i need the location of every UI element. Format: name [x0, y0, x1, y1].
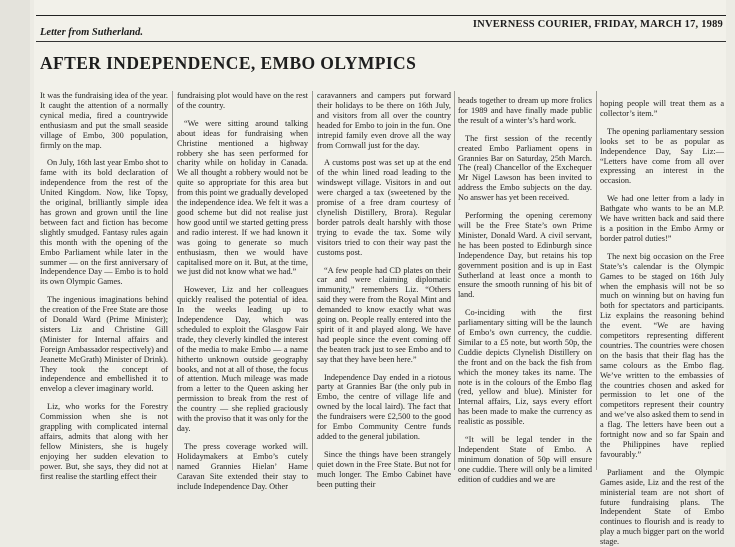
- article-column-4: [458, 96, 592, 484]
- paragraph: The next big occasion on the Free State’s’s calendar is the Olympic Games to be staged on 16th July when the emphasis will not be so much on winning but on having fun both for spectators and participants. Liz explains the reasoning behind the event. “We are having competitors representing different countries. The countries were chosen on the basis that their flag has the same colours as the Embo flag. We’ve written to the embassies of the countries chosen and asked for permission to let one of the competitors represent their country and we’ve also asked them to send in a flag. The letters have been out a fortnight now and so far Spain and the Philippines have replied favourably.”: [600, 251, 724, 459]
- paragraph: The opening parliamentary session looks set to be as popular as Independence Day, Say Liz:— “Letters have come from all over expressing an interest in the occasion.: [600, 126, 724, 186]
- paragraph: Independence Day ended in a riotous party at Grannies Bar (the only pub in Embo, the centre of village life and owned by the local laird). The fact that the fundraisers were £2,500 to the good for Embo Community Centre funds added to the general jubilation.: [317, 372, 451, 441]
- paragraph: fundraising plot would have on the rest of the country.: [177, 91, 308, 110]
- paragraph: However, Liz and her colleagues quickly realised the potential of idea. In the weeks leading up to Independence Day, which was scheduled to exploit the Glasgow Fair trade, they cleverly kindled the interest of the media to make Embo — a name hitherto unknown outside geography books, and not at all of those, the focus of attention. Much mileage was made from a letter to the Queen asking her permission to break from the rest of the country — she replied graciously with the proviso that it was only for the day.: [177, 285, 308, 433]
- page-binding-shadow: [0, 0, 30, 470]
- paragraph: A customs post was set up at the end of the whin lined road leading to the windswept village. Visitors in and out were charged a tax (sweetened by the promise of a free dram courtesy of clynelish Distillery, Brora). Regular border patrols dealt harshly with those trying to evade the tax. Some wily visitors tried to con their way past the customs post.: [317, 158, 451, 257]
- paragraph: “A few people had CD plates on their car and were claiming diplomatic immunity,” remembers Liz. “Others said they were from the Royal Mint and demanded to know exactly what was going on. People really entered into the spirit of it and played along. We have had people since the event coming off the beaten track just to see Embo and to say that they have been here.”: [317, 265, 451, 364]
- article-column-3: [317, 91, 451, 489]
- paragraph: caravanners and campers put forward their holidays to be there on 16th July, and visitors from all over the country headed for Embo to join in the fun. One intrepid family even drove all the way from Cornwall just for the day.: [317, 91, 451, 150]
- column-divider: [172, 91, 173, 470]
- article-column-5: [600, 99, 724, 547]
- paragraph: Parliament and the Olympic Games aside, Liz and the rest of the ministerial team are not short of future fundraising plans. The Independent State of Embo continues to flourish and is ready to play a much bigger part on the world stage.: [600, 467, 724, 547]
- section-label: Letter from Sutherland.: [40, 27, 143, 38]
- paragraph: Since the things have been strangely quiet down in the Free State. But not for much longer. The Embo Cabinet have been putting their: [317, 449, 451, 489]
- column-divider: [312, 91, 313, 470]
- masthead: INVERNESS COURIER, FRIDAY, MARCH 17, 1989: [472, 19, 723, 30]
- paragraph: The ingenious imaginations behind the creation of the Free State are those of Donald Ward (Prime Minister); sisters Liz and Christine Gill (Minister for Internal affairs and Foreign Ambassador respectively) and Jeanette McGrath) Minister of Drink). They took the concept of independence and embellished it to envelop a clever imaginary world.: [40, 295, 168, 394]
- paragraph: Co-inciding with the first parliamentary sitting will be the launch of Embo’s own currency, the cuddie. Similar to a £5 note, but worth 50p, the Cuddie depicts Clynelish Distillery on the front and on the back the fish from which the money takes its name. The note is in the colours of the Embo flag (red, yellow and blue). Minister for Internal affairs, Liz, says every effort has been made to make the currency as realistic as possible.: [458, 308, 592, 427]
- article-headline: AFTER INDEPENDENCE, EMBO OLYMPICS: [40, 53, 417, 73]
- masthead-rule: [36, 15, 726, 16]
- paragraph: Performing the opening ceremony will be the Free State’s own Prime Minister, Donald Ward. A civil servant, he has been posted to Edinburgh since Independence Day, but retains his top government position and is up in East Sutherland at least once a month to ensure the smooth running of his bit of land.: [458, 211, 592, 300]
- paragraph: hoping people will treat them as a collector’s item.”: [600, 99, 724, 118]
- paragraph: We had one letter from a lady in Bathgate who wants to be an M.P. We have written back and said there is a position in the Embo Army or border patrol duties!”: [600, 194, 724, 243]
- paragraph: The press coverage worked will. Holidaymakers at Embo’s cutely named Grannies Hielan’ Hame Caravan Site extended their stay to include Independence Day. Other: [177, 441, 308, 491]
- paragraph: “We were sitting around talking about ideas for fundraising when Christine mentioned a highway robbery she has seen performed for charity while on holiday in Canada. We all thought a robbery would not be quite so appropriate for this area but from this point we gradually developed the independence idea. We felt it was a good scheme but did not realise just how good until we started getting press and radio interest. If we had known it was going to generate so much enthusiasm, then we would have capitalised more on it. But, at the time, we just did not know what we had.”: [177, 118, 308, 277]
- article-column-2: [177, 91, 308, 491]
- paragraph: Liz, who works for the Forestry Commission when she is not grappling with complicated internal affairs, admits that along with her fellow Ministers, she is hugely enjoying her sudden elevation to power. But, she says, they did not at first realise the startling effect their: [40, 402, 168, 481]
- paragraph: “It will be legal tender in the Independent State of Embo. A minimum donation of 50p will ensure one cuddie. There will only be a limited edition of cuddies and we are: [458, 435, 592, 484]
- article-column-1: [40, 91, 168, 481]
- paragraph: On July, 16th last year Embo shot to fame with its bold declaration of independence from the rest of the United Kingdom. Now, like Topsy, the original, brilliantly simple idea has grown and grown until the line between fact and fiction has become slightly smudged. Fantasy rules again this month with the opening of the Embo Parliament while later in the summer — on the first anniversary of Independence Day — Embo is to hold its own Olympic Games.: [40, 158, 168, 287]
- paragraph: heads together to dream up more frolics for 1989 and have finally made public the result of a winter’s’s hard work.: [458, 96, 592, 125]
- paragraph: The first session of the recently created Embo Parliament opens in Grannies Bar on Saturday, 25th March. The (real) Chancellor of the Exchequer Mr Nigel Lawson has been invited to address the Embo subjects on the day. No answer has yet been received.: [458, 133, 592, 203]
- paragraph: It was the fundraising idea of the year. It caught the attention of a normally cynical media, fired a countrywide enthusiasm and put the small seaside village of Embo, 300 population, firmly on the map.: [40, 91, 168, 150]
- column-divider: [596, 91, 597, 470]
- column-divider: [454, 91, 455, 470]
- section-rule: [36, 41, 726, 42]
